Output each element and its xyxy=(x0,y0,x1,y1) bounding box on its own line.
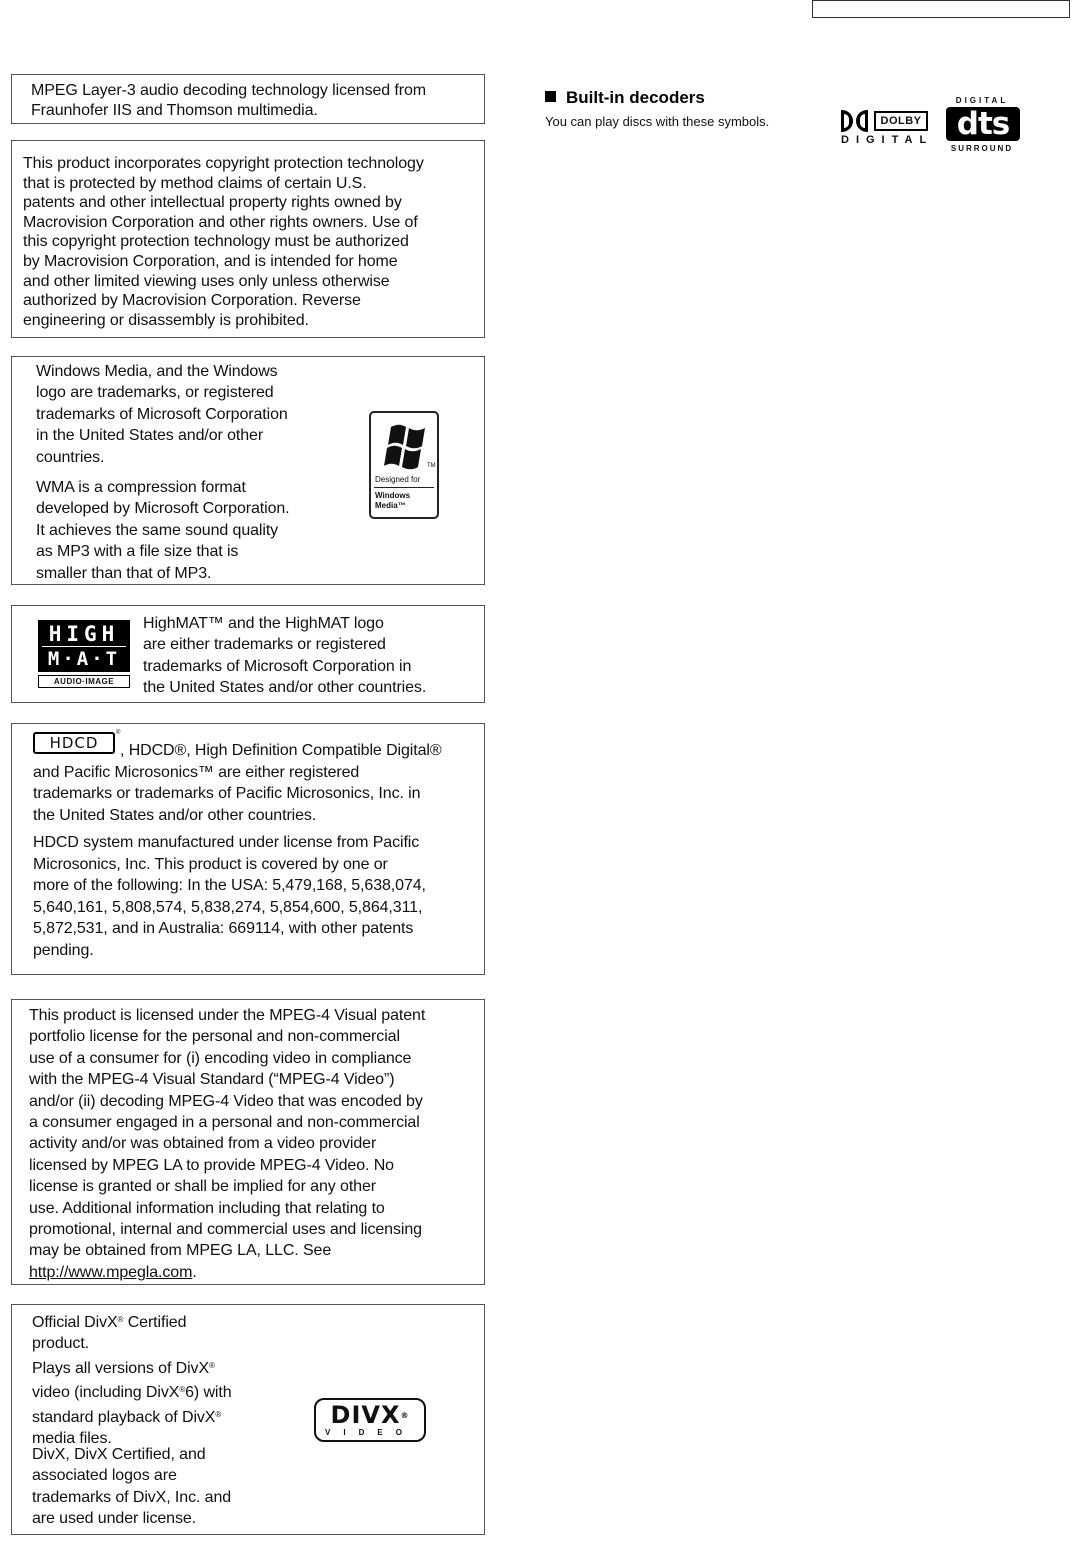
text-line: developed by Microsoft Corporation. xyxy=(36,500,290,518)
text-line-link xyxy=(29,1262,425,1283)
text-line: and/or (ii) decoding MPEG-4 Video that was encoded by xyxy=(29,1092,423,1110)
highmat-logo-mat: M·A·T xyxy=(47,648,121,670)
text-line: that is protected by method claims of certain U.S. xyxy=(23,174,367,192)
dts-surround-word: SURROUND xyxy=(950,144,1014,153)
macrovision-notice-box xyxy=(11,140,485,338)
text-line: engineering or disassembly is prohibited. xyxy=(23,311,309,329)
dts-digital-word: DIGITAL xyxy=(955,96,1009,105)
text-line: pending. xyxy=(33,941,94,959)
text-line: HDCD system manufactured under license from Pacific xyxy=(33,834,420,851)
text-line: more of the following: In the USA: 5,479,168, 5,638,074, xyxy=(33,877,426,895)
hdcd-text-first-line: , HDCD®, High Definition Compatible Digital® xyxy=(120,742,442,759)
text-line: use of a consumer for (i) encoding video in compliance xyxy=(29,1049,412,1067)
highmat-logo-block xyxy=(38,620,130,672)
text-line xyxy=(32,1379,232,1403)
text-line: Windows Media, and the Windows xyxy=(36,363,278,380)
text-line: are used under license. xyxy=(32,1510,197,1528)
decoders-subtitle: You can play discs with these symbols. xyxy=(545,114,770,129)
registered-mark: ® xyxy=(179,1385,186,1395)
text-line xyxy=(32,1309,186,1333)
highmat-notice-box xyxy=(11,605,485,703)
divx-logo-text: DIVX xyxy=(330,1401,401,1429)
dts-mark: dts xyxy=(946,107,1020,141)
bullet-square-icon xyxy=(545,91,556,102)
divx-text-para3 xyxy=(32,1444,231,1530)
text-line: the United States and/or other countries. xyxy=(33,806,317,824)
text-line: this copyright protection technology must be authorized xyxy=(23,233,409,251)
text-line: the United States and/or other countries. xyxy=(143,679,427,697)
text-line: 5,872,531, and in Australia: 669114, with other patents xyxy=(33,920,414,938)
text-line: by Macrovision Corporation, and is intended for home xyxy=(23,252,398,270)
divx-video-logo xyxy=(314,1398,426,1442)
windows-logo-divider xyxy=(374,487,434,488)
registered-mark: ® xyxy=(400,1411,410,1420)
dolby-digital-logo xyxy=(841,108,934,148)
text-line: promotional, internal and commercial uses and licensing xyxy=(29,1221,422,1239)
windows-logo-media: Media™ xyxy=(375,501,406,510)
hdcd-text-para1 xyxy=(33,762,420,826)
text-line: smaller than that of MP3. xyxy=(36,564,212,582)
hdcd-text-para2 xyxy=(33,832,426,962)
text-line: This product is licensed under the MPEG-4 Visual patent xyxy=(29,1007,426,1024)
dolby-digital-word: DIGITAL xyxy=(841,134,934,146)
hdcd-logo: HDCD xyxy=(33,732,115,754)
registered-mark: ® xyxy=(117,1315,124,1324)
link-tail: . xyxy=(192,1263,197,1281)
registered-mark: ® xyxy=(215,1409,222,1419)
text-line: HighMAT™ and the HighMAT logo xyxy=(143,615,384,632)
windows-flag-icon xyxy=(383,421,431,473)
macrovision-text xyxy=(23,154,424,330)
text-line: as MP3 with a file size that is xyxy=(36,543,239,561)
mpeg4-notice-box xyxy=(11,999,485,1285)
text-line: Microsonics, Inc. This product is covered by one or xyxy=(33,855,388,873)
text-line: trademarks or trademarks of Pacific Microsonics, Inc. in xyxy=(33,785,421,803)
text-line: with the MPEG-4 Visual Standard (“MPEG-4 Video”) xyxy=(29,1071,395,1089)
dolby-word: DOLBY xyxy=(874,111,928,131)
windows-text-para1 xyxy=(36,361,288,468)
windows-media-logo xyxy=(369,411,439,519)
windows-media-notice-box xyxy=(11,356,485,585)
text-fragment: video (including DivX xyxy=(32,1384,180,1402)
text-line: authorized by Macrovision Corporation. Reverse xyxy=(23,292,361,310)
text-fragment: Plays all versions of DivX xyxy=(32,1360,210,1377)
text-line xyxy=(32,1404,232,1428)
mpeg3-text xyxy=(31,81,426,120)
text-line: logo are trademarks, or registered xyxy=(36,384,274,402)
text-fragment: 6) with xyxy=(185,1384,232,1402)
mpeg4-text xyxy=(29,1005,425,1283)
hdcd-notice-box xyxy=(11,723,485,975)
text-line: licensed by MPEG LA to provide MPEG-4 Video. No xyxy=(29,1156,394,1174)
divx-text-para2 xyxy=(32,1355,232,1450)
windows-logo-designed-for: Designed for xyxy=(375,475,421,484)
text-line: MPEG Layer-3 audio decoding technology licensed from xyxy=(31,82,427,99)
text-line: media files. xyxy=(32,1430,112,1448)
text-line: activity and/or was obtained from a video provider xyxy=(29,1135,377,1153)
text-line: 5,640,161, 5,808,574, 5,838,274, 5,854,600, 5,864,311, xyxy=(33,898,423,916)
text-line: product. xyxy=(32,1335,90,1353)
mpegla-link[interactable]: http://www.mpegla.com xyxy=(29,1263,193,1281)
decoders-title xyxy=(545,88,705,108)
text-line: Fraunhofer IIS and Thomson multimedia. xyxy=(31,101,318,119)
text-line: DivX, DivX Certified, and xyxy=(32,1446,206,1463)
text-fragment: standard playback of DivX xyxy=(32,1408,216,1426)
text-line: countries. xyxy=(36,448,105,466)
text-line: and Pacific Microsonics™ are either registered xyxy=(33,764,360,781)
highmat-logo-sub: AUDIO·IMAGE xyxy=(38,675,130,688)
highmat-text xyxy=(143,613,426,699)
text-line: are either trademarks or registered xyxy=(143,636,386,654)
divx-logo-video: VIDEO xyxy=(325,1428,415,1437)
text-line: and other limited viewing uses only unless otherwise xyxy=(23,272,390,290)
text-line: use. Additional information including that relating to xyxy=(29,1199,385,1217)
divx-logo-word xyxy=(316,1402,424,1429)
text-line xyxy=(32,1355,232,1379)
text-line: trademarks of DivX, Inc. and xyxy=(32,1488,232,1506)
header-box xyxy=(812,0,1070,18)
highmat-logo xyxy=(38,620,130,690)
highmat-logo-high: HIGH xyxy=(48,622,120,646)
windows-logo-name xyxy=(375,491,410,511)
text-line: a consumer engaged in a personal and non-commercial xyxy=(29,1114,420,1132)
windows-text-para2 xyxy=(36,477,290,584)
windows-logo-windows: Windows xyxy=(375,491,411,500)
text-line: license is granted or shall be implied for any other xyxy=(29,1178,376,1196)
divx-text-para1 xyxy=(32,1309,186,1355)
text-line: This product incorporates copyright protection technology xyxy=(23,155,424,172)
double-d-icon xyxy=(841,110,869,132)
decoders-title-text: Built-in decoders xyxy=(566,88,705,107)
text-line: patents and other intellectual property rights owned by xyxy=(23,194,402,212)
text-fragment: Certified xyxy=(123,1314,187,1331)
text-line: associated logos are xyxy=(32,1467,177,1485)
text-line: trademarks of Microsoft Corporation xyxy=(36,405,288,423)
registered-mark: ® xyxy=(209,1361,215,1370)
text-line: Macrovision Corporation and other rights owners. Use of xyxy=(23,213,418,231)
text-line: trademarks of Microsoft Corporation in xyxy=(143,657,412,675)
divx-notice-box xyxy=(11,1304,485,1535)
text-line: in the United States and/or other xyxy=(36,427,264,445)
hdcd-logo-registered: ® xyxy=(116,730,121,736)
text-line: portfolio license for the personal and non-commercial xyxy=(29,1028,400,1046)
text-fragment: Official DivX xyxy=(32,1314,118,1331)
text-line: may be obtained from MPEG LA, LLC. See xyxy=(29,1242,332,1260)
text-line: WMA is a compression format xyxy=(36,479,246,496)
text-line: It achieves the same sound quality xyxy=(36,521,279,539)
mpeg3-notice-box xyxy=(11,74,485,124)
windows-logo-tm: TM xyxy=(427,463,436,469)
dts-logo xyxy=(942,96,1022,156)
